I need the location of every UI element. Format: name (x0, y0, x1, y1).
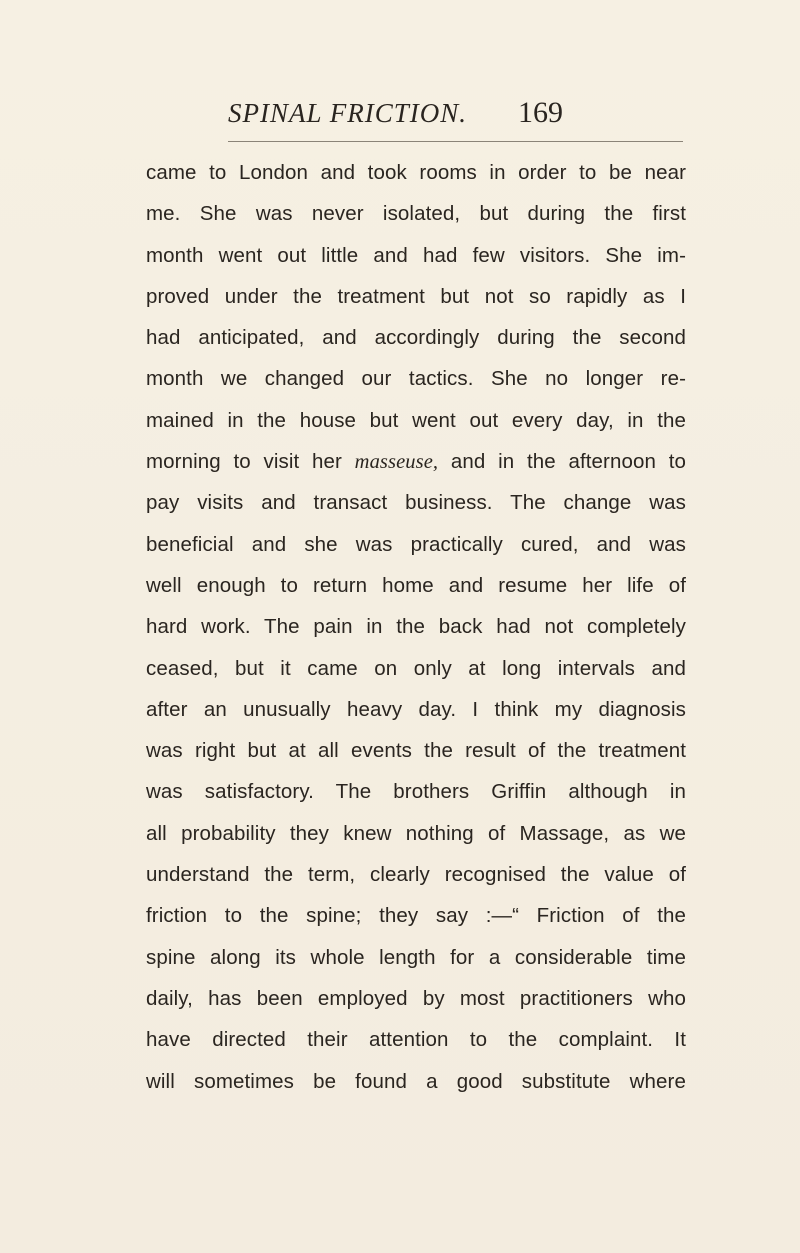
text-line: after an unusually heavy day. I think my diagnosis (146, 697, 686, 721)
text-line: beneficial and she was practically cured, and was (146, 532, 686, 556)
text-line: have directed their attention to the complaint. It (146, 1028, 686, 1052)
text-line: all probability they knew nothing of Massage, as we (146, 821, 686, 845)
text-line: month we changed our tactics. She no longer re- (146, 367, 686, 391)
text-line: me. She was never isolated, but during the first (146, 202, 686, 226)
page-number: 169 (518, 96, 563, 129)
text-line: proved under the treatment but not so rapidly as I (146, 284, 686, 308)
text-line: friction to the spine; they say :—“ Friction of the (146, 904, 686, 928)
text-line: well enough to return home and resume her life of (146, 573, 686, 597)
text-line: hard work. The pain in the back had not completely (146, 615, 686, 639)
header-rule (228, 141, 683, 142)
text-line: daily, has been employed by most practitioners who (146, 986, 686, 1010)
running-head (228, 98, 678, 138)
text-line: ceased, but it came on only at long intervals and (146, 656, 686, 680)
text-segment: and in the afternoon to (450, 450, 686, 474)
text-line: was satisfactory. The brothers Griffin although in (146, 780, 686, 804)
text-line: had anticipated, and accordingly during the second (146, 326, 686, 350)
text-line (146, 441, 686, 482)
text-line: mained in the house but went out every day, in the (146, 408, 686, 432)
text-line: came to London and took rooms in order to be near (146, 161, 686, 184)
text-line: month went out little and had few visitors. She im- (146, 243, 686, 267)
text-line: pay visits and transact business. The change was (146, 491, 686, 515)
text-line: understand the term, clearly recognised the value of (146, 863, 686, 887)
text-line: was right but at all events the result of the treatment (146, 739, 686, 763)
italic-word: masseuse, (354, 451, 439, 474)
body-text (146, 152, 686, 1102)
text-segment: morning to visit her (146, 450, 342, 474)
text-line: will sometimes be found a good substitute where (146, 1069, 686, 1093)
text-line: spine along its whole length for a considerable time (146, 945, 686, 969)
running-title: SPINAL FRICTION. (228, 98, 468, 128)
